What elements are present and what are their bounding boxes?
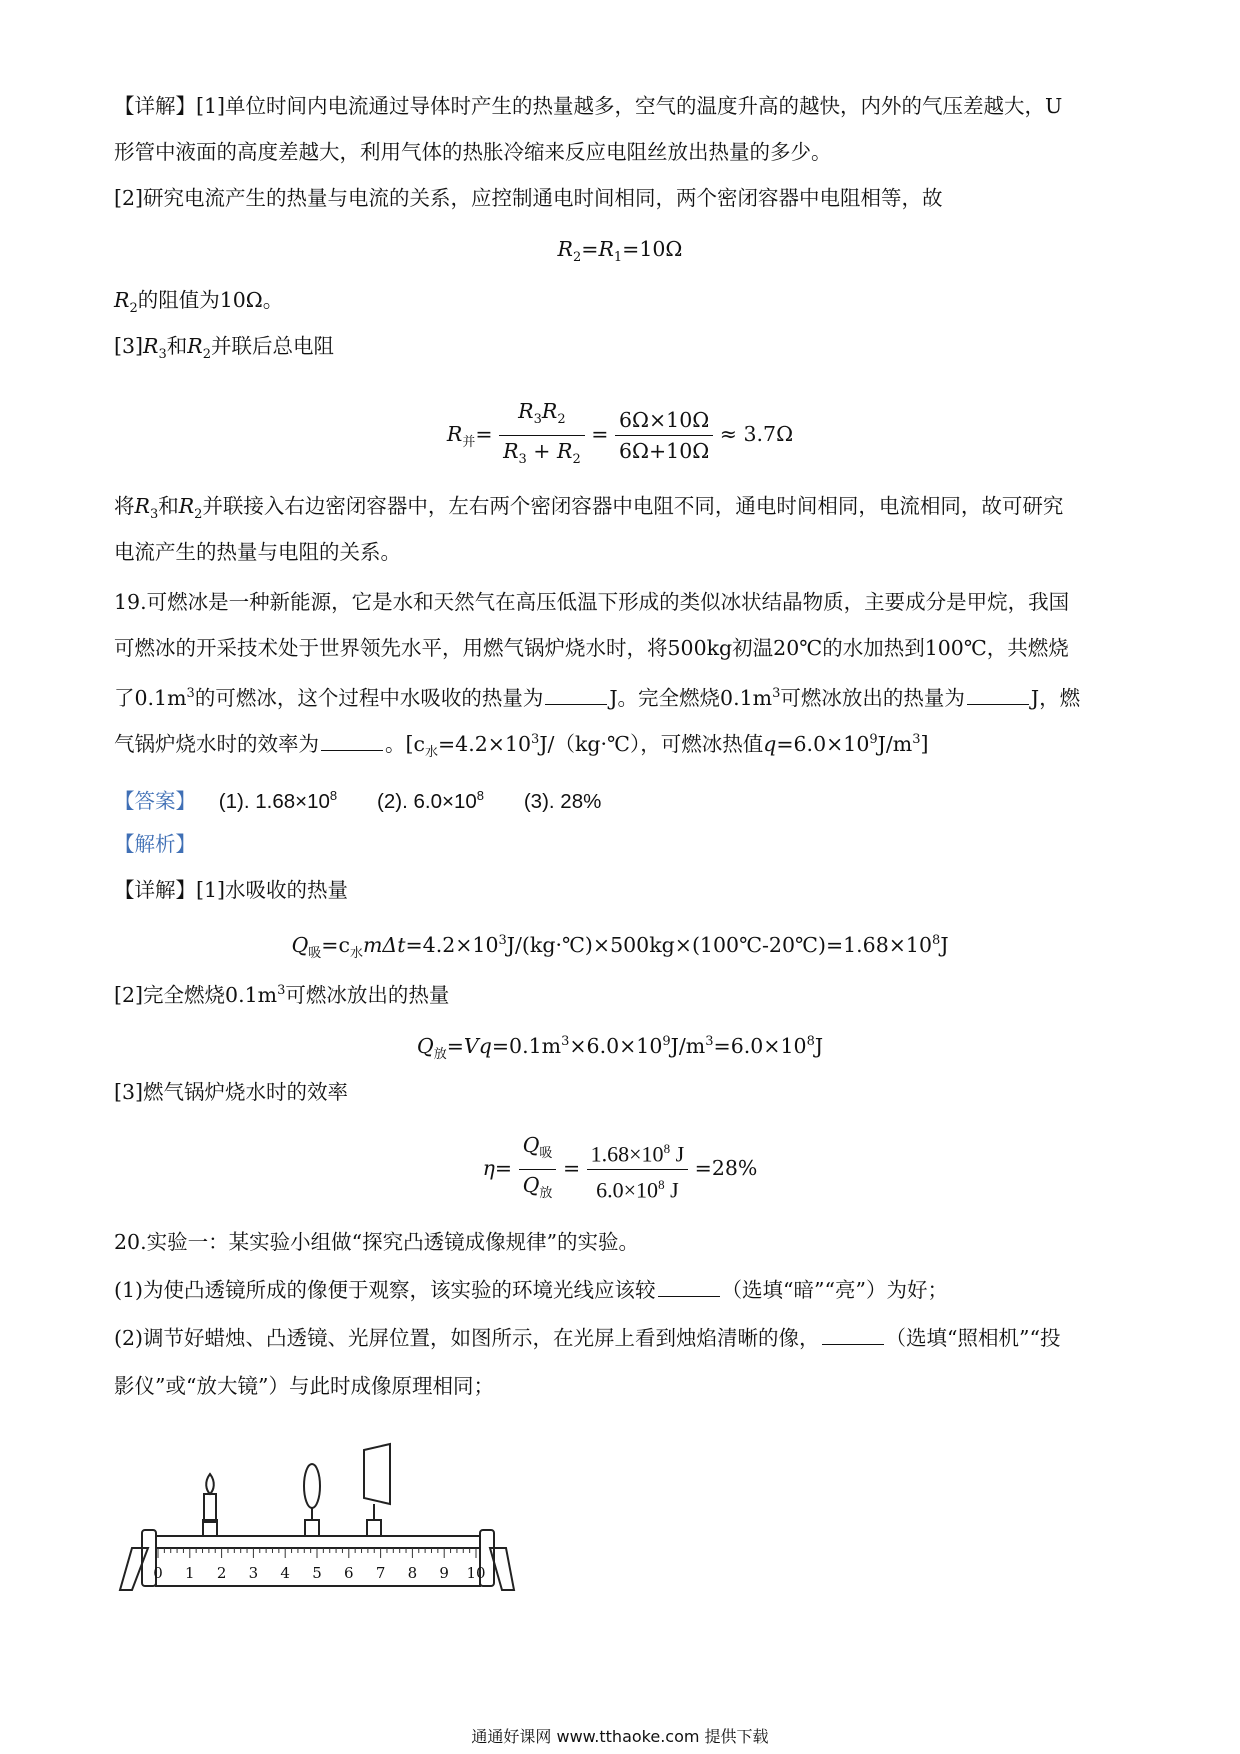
light-screen-icon <box>364 1444 390 1504</box>
ruler-label: 7 <box>375 1564 386 1582</box>
ruler-labels <box>153 1564 485 1582</box>
detail-line-1: 【详解】[1]单位时间内电流通过导体时产生的热量越多，空气的温度升高的越快，内外的气压差越大，U <box>114 94 1063 118</box>
detail-line-3: [2]研究电流产生的热量与电流的关系，应控制通电时间相同，两个密闭容器中电阻相等，故 <box>114 186 943 210</box>
ruler-label: 6 <box>344 1564 354 1582</box>
ruler-label: 9 <box>439 1564 449 1582</box>
q20-line-1: 20.实验一：某实验小组做“探究凸透镜成像规律”的实验。 <box>114 1230 640 1254</box>
answer-blank-2 <box>967 686 1029 705</box>
answer-blank-4 <box>658 1278 720 1297</box>
ruler-label: 10 <box>466 1564 486 1582</box>
lens-holder <box>305 1520 319 1536</box>
equation-parallel-resistance: $R_并=$ $\frac{R_3R_2}{R_3 + R_2}$ = $\frac{6\Omega\times 10\Omega}{6\Omega+10\Omega}$ ≈ 3.7Ω <box>0 396 1240 475</box>
q19-answer: 【答案】 (1). $1.68\times 10^8$ (2). $6.0\times 10^8$ (3). 28% <box>114 788 602 813</box>
q19-line-2: 可燃冰的开采技术处于世界领先水平，用燃气锅炉烧水时，将500kg初温20℃的水加热到100℃，共燃烧 <box>114 636 1069 660</box>
equation-efficiency: η= $\frac{Q_吸}{Q_放}$ = $\frac{1.68\times 10^8 J}{6.0\times 10^8 J}$ =28% <box>0 1130 1240 1209</box>
q19-detail-2: [2]完全燃烧$0.1m^3$可燃冰放出的热量 <box>114 982 450 1007</box>
ruler-label: 3 <box>248 1564 259 1582</box>
answer-blank-3 <box>321 732 383 751</box>
equation-r2-r1: $R_2=R_1=10\Omega$ <box>557 237 683 266</box>
q19-detail-1: 【详解】[1]水吸收的热量 <box>114 878 349 902</box>
q19-detail-3: [3]燃气锅炉烧水时的效率 <box>114 1080 349 1104</box>
equation-heat-absorbed: $Q_吸=c_水m\Delta t=4.2\times 10^3J/(kg\cdot℃)\times 500kg\times(100℃-20℃)=1.68\times 10^8J$ <box>291 932 949 961</box>
detail-line-4: $R_2$的阻值为10Ω。 <box>114 288 284 317</box>
ruler-label: 5 <box>312 1564 322 1582</box>
q19-analysis-tag: 【解析】 <box>114 832 196 856</box>
ruler-label: 0 <box>153 1564 163 1582</box>
detail-line-2: 形管中液面的高度差越大，利用气体的热胀冷缩来反应电阻丝放出热量的多少。 <box>114 140 832 164</box>
bench-rail-top <box>156 1536 480 1548</box>
equation-heat-released: $Q_放=Vq=0.1m^3\times 6.0\times 10^9J/m^3=6.0\times 10^8J$ <box>416 1033 824 1062</box>
q19-line-1: 19.可燃冰是一种新能源，它是水和天然气在高压低温下形成的类似冰状结晶物质，主要成分是甲烷，我国 <box>114 590 1070 614</box>
q20-line-4: 影仪”或“放大镜”）与此时成像原理相同； <box>114 1374 494 1398</box>
bench-left-leg <box>120 1548 148 1590</box>
ruler-label: 1 <box>185 1564 195 1582</box>
ruler-label: 4 <box>280 1564 290 1582</box>
ruler-label: 2 <box>216 1564 227 1582</box>
detail-line-7: 电流产生的热量与电阻的关系。 <box>114 540 401 564</box>
candle-flame-icon <box>206 1474 214 1494</box>
detail-line-5: $[3]R_3$和$R_2$并联后总电阻 <box>114 334 334 363</box>
answer-blank-1 <box>545 686 607 705</box>
q20-line-2: (1)为使凸透镜所成的像便于观察，该实验的环境光线应该较 （选填“暗”“亮”）为好； <box>114 1278 948 1302</box>
candle-icon <box>204 1494 216 1522</box>
q19-line-4: 气锅炉烧水时的效率为 。[$c_水=4.2\times 10^3J/(kg\cdot℃)$，可燃冰热值$q=6.0\times 10^9J/m^3$] <box>114 731 929 760</box>
answer-blank-5 <box>822 1326 884 1345</box>
ruler-label: 8 <box>407 1564 418 1582</box>
screen-holder <box>367 1520 381 1536</box>
optical-bench-figure <box>118 1430 518 1600</box>
detail-line-6: 将$R_3$和$R_2$并联接入右边密闭容器中，左右两个密闭容器中电阻不同，通电时间相同，电流相同，故可研究 <box>114 494 1064 523</box>
ruler-ticks <box>158 1548 476 1558</box>
q20-line-3: (2)调节好蜡烛、凸透镜、光屏位置，如图所示，在光屏上看到烛焰清晰的像， （选填“照相机”“投 <box>114 1326 1061 1350</box>
page-footer: 通通好课网 www.tthaoke.com 提供下载 <box>471 1727 769 1746</box>
q19-line-3: 了$0.1m^3$的可燃冰，这个过程中水吸收的热量为 J。完全燃烧$0.1m^3$可燃冰放出的热量为 J，燃 <box>114 685 1081 710</box>
convex-lens-icon <box>304 1464 320 1508</box>
